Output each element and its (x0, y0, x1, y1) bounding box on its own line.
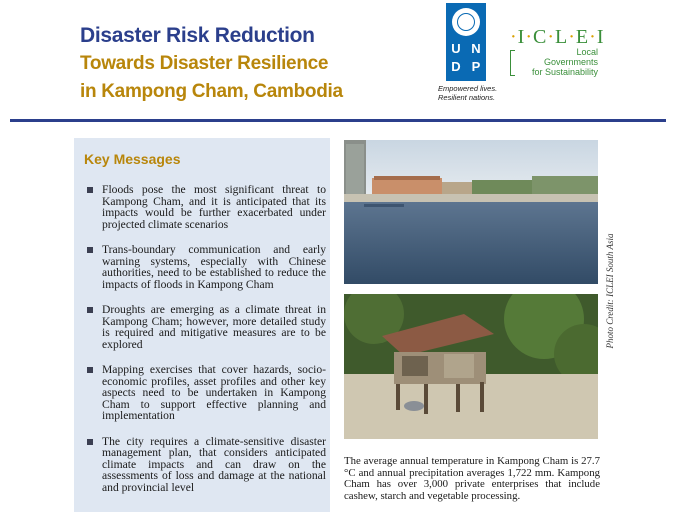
undp-letter: N (471, 41, 481, 56)
list-item: Mapping exercises that cover hazards, socio-economic profiles, asset profiles and other key aspects need to be undertaken in Kampong Cham to support effective planning and implementation (84, 364, 326, 422)
key-messages-list (84, 184, 326, 493)
stilt-house-photo (344, 294, 598, 439)
iclei-logo: ·I·C·L·E·I (510, 26, 605, 48)
river-city-photo (344, 140, 598, 284)
undp-letter: U (451, 41, 461, 56)
header-rule (10, 119, 666, 122)
title-line-2: Towards Disaster Resilience (80, 53, 329, 74)
title-line-1: Disaster Risk Reduction (80, 24, 315, 47)
list-item: The city requires a climate-sensitive disaster management plan, that considers anticipated climate impacts and can draw on the assessments of loss and damage at the national and provincial level (84, 436, 326, 494)
photo-caption: The average annual temperature in Kampong Cham is 27.7 °C and annual precipitation averages 1,722 mm. Kampong Cham has over 3,000 private enterprises that include cashew, starch and vegetable processing. (344, 455, 600, 502)
list-item: Floods pose the most significant threat to Kampong Cham, and it is anticipated that its impacts would be further exacerbated under projected climate scenarios (84, 184, 326, 230)
document-title (80, 22, 343, 106)
undp-logo (446, 3, 486, 81)
title-line-3: in Kampong Cham, Cambodia (80, 81, 343, 102)
list-item: Trans-boundary communication and early warning systems, especially with Chinese authorities, need to be established to reduce the impacts of floods in Kampong Cham (84, 244, 326, 290)
iclei-subtitle: Local Governments for Sustainability (531, 47, 598, 77)
undp-letter: P (471, 59, 481, 74)
photo-credit: Photo Credit: ICLEI South Asia (605, 233, 615, 349)
list-item: Droughts are emerging as a climate threat in Kampong Cham; however, more detailed study is required and mitigative measures are to be explored (84, 304, 326, 350)
undp-tagline: Empowered lives. Resilient nations. (438, 84, 498, 102)
undp-letter: D (451, 59, 461, 74)
iclei-bracket (510, 50, 515, 76)
key-messages-heading: Key Messages (84, 151, 181, 167)
